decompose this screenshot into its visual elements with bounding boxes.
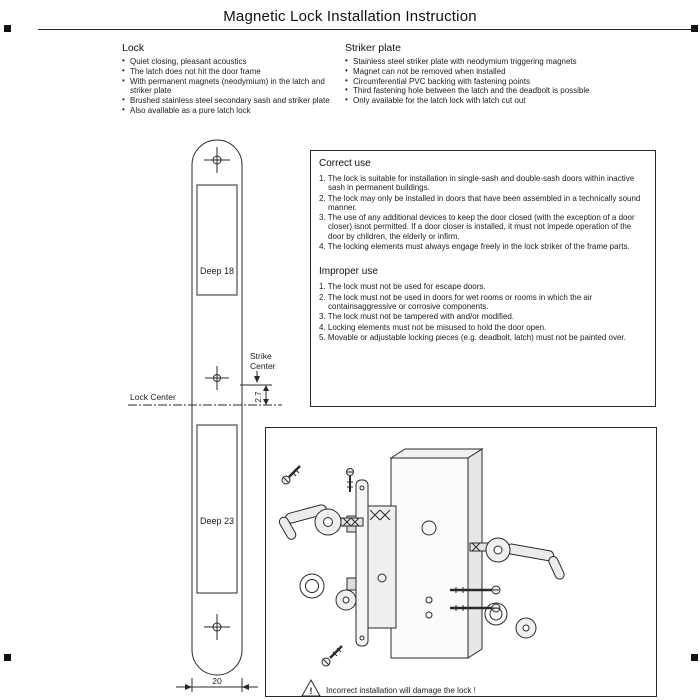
dim-2-7-label: 2.7 (254, 391, 263, 403)
dim-20-label: 20 (212, 676, 222, 686)
lock-bullet: • With permanent magnets (neodymium) in the latch and striker plate (122, 77, 336, 97)
dimension-20 (176, 676, 258, 692)
center-strike-hole (205, 366, 229, 390)
exploded-view-illustration (266, 428, 656, 696)
striker-plate-section (345, 42, 667, 106)
left-handle (278, 504, 363, 541)
deadbolt-cutout (197, 425, 237, 593)
improper-use-item: 2. The lock must not be used in doors for wet rooms or rooms in which the air containsaggressive or corrosive components. (319, 292, 593, 311)
improper-use-item: 4. Locking elements must not be misused to hold the door open. (319, 322, 547, 332)
striker-bullet: • Third fastening hole between the latch and the deadbolt is possible (345, 86, 667, 96)
striker-bullet: • Only available for the latch lock with latch cut out (345, 96, 667, 106)
correct-use-item: 2. The lock may only be installed in doors that have been assembled in a technically sound manner. (319, 193, 641, 212)
installation-illustration-box (265, 427, 657, 697)
right-handle (470, 538, 566, 581)
warning-exclamation: ! (309, 686, 313, 696)
deadbolt (347, 578, 356, 590)
lock-bullet: • Quiet closing, pleasant acoustics (122, 57, 336, 67)
door-slab (391, 449, 482, 658)
deep18-label: Deep 18 (199, 266, 235, 276)
latch-cutout (197, 185, 237, 295)
correct-use-item: 4. The locking elements must always engage freely in the lock striker of the frame parts. (319, 242, 630, 252)
striker-bullet: • Magnet can not be removed when installed (345, 67, 667, 77)
lock-bullet: • Also available as a pure latch lock (122, 106, 336, 116)
correct-use-item: 1. The lock is suitable for installation in single-sash and double-sash doors within inactive sash in permanent buildings. (319, 174, 635, 193)
improper-use-item: 5. Movable or adjustable locking pieces (e.g. deadbolt, latch) must not be painted over. (319, 332, 626, 342)
lock-bullet: • The latch does not hit the door frame (122, 67, 336, 77)
correct-use-heading: Correct use (319, 158, 371, 169)
lock-heading: Lock (122, 42, 145, 54)
strike-label-line2: Center (250, 361, 276, 371)
striker-bullet: • Stainless steel striker plate with neodymium triggering magnets (345, 57, 667, 67)
registration-mark (4, 654, 11, 661)
striker-bullet: • Circumferential PVC backing with fastening points (345, 77, 667, 87)
usage-box (310, 150, 656, 407)
lock-bullet: • Brushed stainless steel secondary sash and striker plate (122, 96, 336, 106)
deep23-label: Deep 23 (199, 516, 235, 526)
mortise-lock-body (347, 480, 396, 646)
correct-use-item: 3. The use of any additional devices to keep the door closed (with the exception of a door closer) isnot permitted. If a door closer is installed, it must not impede operation of the door by children, the elderly or infirm. (319, 213, 635, 241)
striker-heading: Striker plate (345, 42, 402, 54)
page-title: Magnetic Lock Installation Instruction (223, 8, 477, 25)
warning-note (302, 680, 476, 696)
strike-label-line1: Strike (250, 351, 272, 361)
top-screw-hole (204, 147, 230, 173)
mounting-screws-left (282, 466, 354, 666)
bottom-screw-hole (204, 614, 230, 640)
lock-faceplate (356, 480, 368, 646)
lock-bullet-list (122, 57, 336, 116)
registration-mark (691, 654, 698, 661)
dimension-2-7 (254, 385, 269, 405)
faceplate-outline (192, 140, 242, 675)
lock-center-label: Lock Center (130, 392, 176, 402)
lock-section (122, 42, 336, 116)
improper-use-item: 1. The lock must not be used for escape doors. (319, 282, 486, 292)
strike-center-callout (240, 351, 276, 385)
registration-mark (4, 25, 11, 32)
improper-use-item: 3. The lock must not be tampered with and/or modified. (319, 312, 515, 322)
improper-use-heading: Improper use (319, 266, 378, 278)
title-divider (38, 29, 697, 30)
warning-text: Incorrect installation will damage the lock ! (326, 686, 476, 695)
striker-bullet-list (345, 57, 667, 106)
down-arrow-icon (254, 376, 260, 383)
